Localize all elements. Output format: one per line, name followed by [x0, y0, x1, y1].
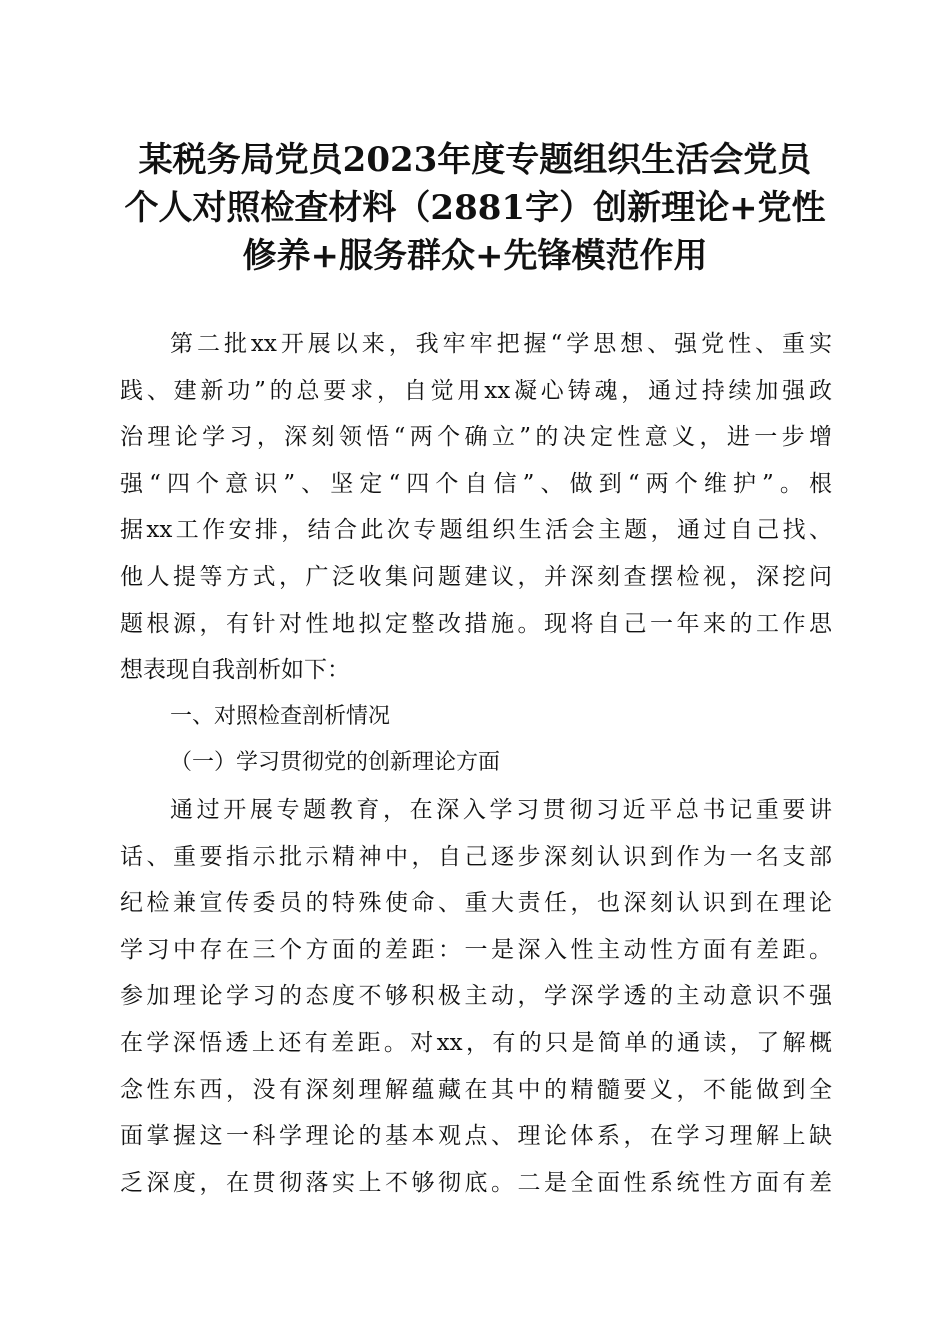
document-body	[120, 321, 832, 1206]
paragraph-line: 话、重要指示批示精神中，自己逐步深刻认识到作为一名支部	[120, 843, 832, 870]
title-line: 个人对照检查材料（2881字）创新理论+党性	[124, 188, 826, 228]
title-line: 某税务局党员2023年度专题组织生活会党员	[138, 140, 812, 180]
title-line: 修养+服务群众+先锋模范作用	[242, 236, 708, 276]
section-heading: 一、对照检查剖析情况	[170, 703, 391, 729]
paragraph-line: 在学深悟透上还有差距。对xx，有的只是简单的通读，了解概	[120, 1029, 832, 1056]
paragraph-line: 乏深度，在贯彻落实上不够彻底。二是全面性系统性方面有差	[120, 1169, 832, 1196]
paragraph-line: 面掌握这一科学理论的基本观点、理论体系，在学习理解上缺	[120, 1123, 832, 1150]
intro-line: 据xx工作安排，结合此次专题组织生活会主题，通过自己找、	[120, 517, 832, 544]
intro-line: 他人提等方式，广泛收集问题建议，并深刻查摆检视，深挖问	[120, 563, 832, 590]
intro-line: 治理论学习，深刻领悟“两个确立”的决定性意义，进一步增	[120, 424, 832, 451]
intro-line: 践、建新功”的总要求，自觉用xx凝心铸魂，通过持续加强政	[120, 377, 832, 404]
paragraph-line: 学习中存在三个方面的差距：一是深入性主动性方面有差距。	[120, 936, 832, 963]
intro-line: 第二批xx开展以来，我牢牢把握“学思想、强党性、重实	[170, 331, 832, 357]
intro-line: 想表现自我剖析如下：	[120, 657, 350, 684]
paragraph-line: 参加理论学习的态度不够积极主动，学深学透的主动意识不强	[120, 983, 832, 1010]
intro-line: 题根源，有针对性地拟定整改措施。现将自己一年来的工作思	[120, 610, 832, 637]
document-title	[110, 136, 840, 280]
subsection-heading: （一）学习贯彻党的创新理论方面	[170, 750, 501, 776]
paragraph-line: 纪检兼宣传委员的特殊使命、重大责任，也深刻认识到在理论	[120, 890, 832, 917]
paragraph-line: 念性东西，没有深刻理解蕴藏在其中的精髓要义，不能做到全	[120, 1076, 832, 1103]
intro-line: 强“四个意识”、坚定“四个自信”、做到“两个维护”。根	[120, 470, 832, 497]
paragraph-line: 通过开展专题教育，在深入学习贯彻习近平总书记重要讲	[170, 796, 832, 823]
